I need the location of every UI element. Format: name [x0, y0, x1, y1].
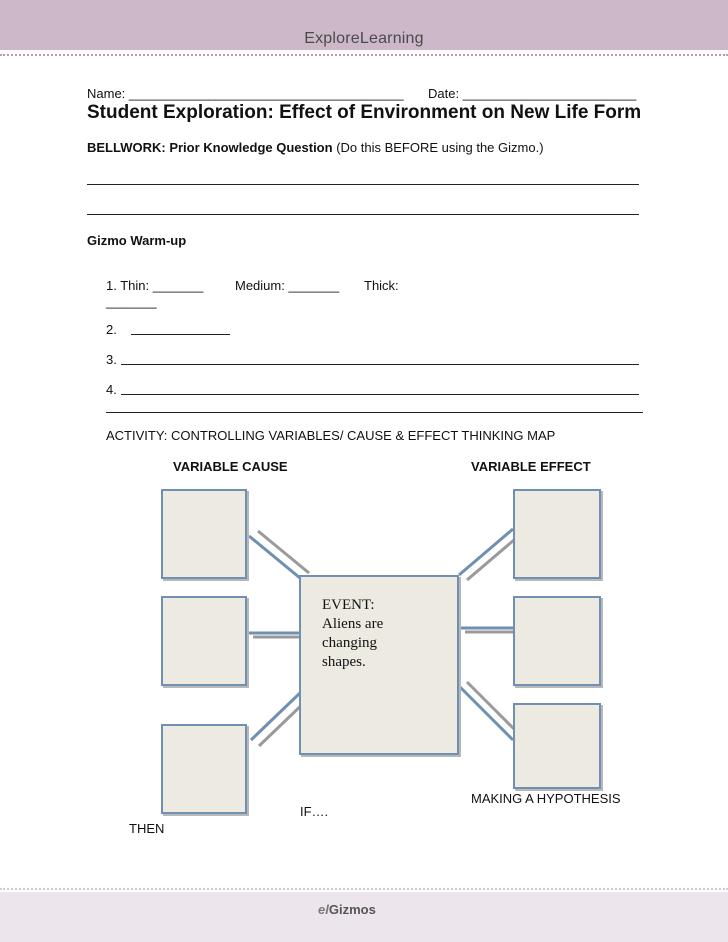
- q1-thick-blank[interactable]: _______: [106, 294, 157, 309]
- then-label: THEN: [129, 821, 165, 836]
- q3-number: 3.: [106, 352, 117, 367]
- if-label: IF….: [300, 804, 329, 819]
- event-box: [299, 575, 459, 755]
- q2-number: 2.: [106, 322, 117, 337]
- cause-box-2[interactable]: [161, 596, 247, 686]
- name-field[interactable]: Name: ______________________________________: [87, 86, 404, 101]
- connector-right-bottom: [459, 686, 513, 740]
- event-line-4: shapes.: [322, 654, 366, 670]
- connector-left-top-shadow: [258, 531, 309, 573]
- bellwork-instruction: (Do this BEFORE using the Gizmo.): [336, 140, 544, 155]
- page-title: Student Exploration: Effect of Environment on New Life Form: [87, 102, 642, 123]
- q1-medium[interactable]: Medium: _______: [235, 278, 340, 293]
- bellwork-label: BELLWORK: Prior Knowledge Question: [87, 140, 333, 155]
- event-line-1: EVENT:: [322, 597, 375, 613]
- effect-box-1[interactable]: [513, 489, 601, 579]
- effect-box-3[interactable]: [513, 703, 601, 789]
- connector-left-top: [249, 536, 300, 578]
- connector-left-bottom: [251, 693, 300, 740]
- variable-effect-label: VARIABLE EFFECT: [471, 459, 591, 474]
- gizmos-logo-prefix: el: [318, 902, 329, 917]
- gizmos-logo-text: Gizmos: [328, 902, 376, 917]
- hypothesis-label: MAKING A HYPOTHESIS: [471, 791, 621, 806]
- q4-number: 4.: [106, 382, 117, 397]
- connector-right-top: [459, 529, 513, 575]
- date-field[interactable]: Date: ________________________: [428, 86, 637, 101]
- explorelearning-logo: ExploreLearning: [304, 30, 424, 47]
- gizmos-logo: [318, 902, 376, 917]
- effect-box-2[interactable]: [513, 596, 601, 686]
- q1-thin[interactable]: 1. Thin: _______: [106, 278, 204, 293]
- event-text: [322, 596, 383, 672]
- footer-divider: [0, 888, 728, 890]
- cause-box-3[interactable]: [161, 724, 247, 814]
- warmup-heading: Gizmo Warm-up: [87, 233, 187, 248]
- cause-box-1[interactable]: [161, 489, 247, 579]
- event-line-3: changing: [322, 635, 377, 651]
- variable-cause-label: VARIABLE CAUSE: [173, 459, 288, 474]
- footer-band: [0, 892, 728, 942]
- activity-heading: ACTIVITY: CONTROLLING VARIABLES/ CAUSE & EFFECT THINKING MAP: [106, 428, 556, 443]
- q1-thick[interactable]: Thick:: [364, 278, 399, 293]
- event-line-2: Aliens are: [322, 616, 384, 632]
